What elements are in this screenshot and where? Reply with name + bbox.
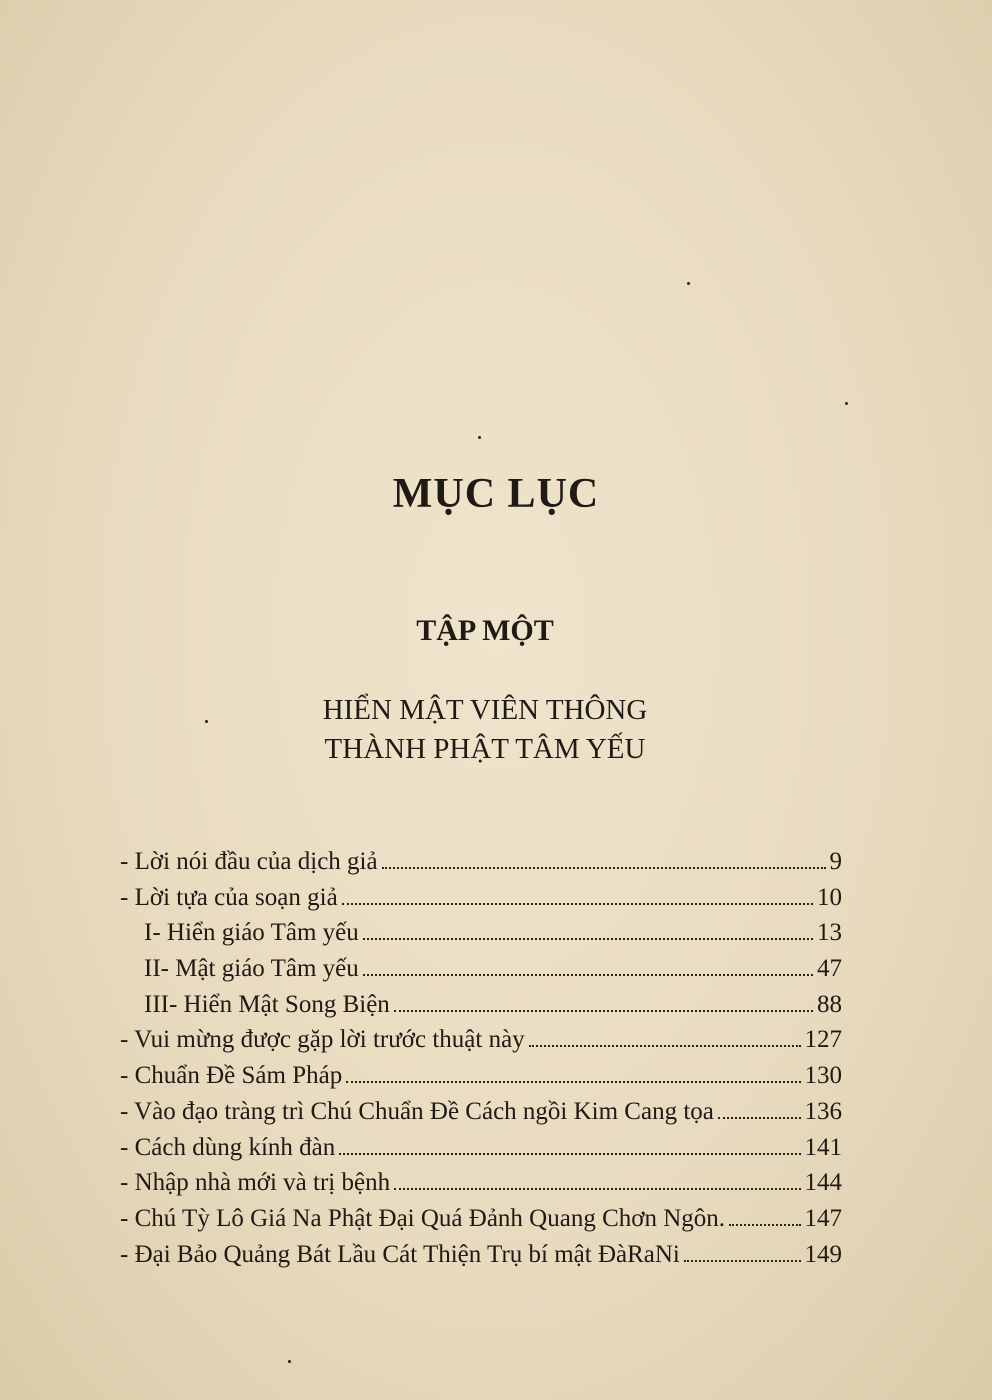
toc-dot-leader (718, 1116, 801, 1119)
toc-entry (120, 1022, 842, 1058)
toc-entry-title: - Vui mừng được gặp lời trước thuật này (120, 1026, 525, 1054)
toc-page-number: 10 (817, 883, 842, 911)
toc-page-number: 136 (804, 1097, 842, 1125)
toc-entry (120, 915, 842, 951)
toc-dot-leader (529, 1044, 801, 1047)
toc-entry (120, 1130, 842, 1166)
toc-entry (120, 880, 842, 916)
toc-entry-title: - Chuẩn Đề Sám Pháp (120, 1062, 343, 1090)
toc-entry (120, 1058, 842, 1094)
toc-dot-leader (382, 866, 826, 869)
volume-heading: TẬP MỘT (416, 614, 554, 647)
toc-page-number: 13 (817, 919, 842, 947)
toc-page-number: 144 (804, 1169, 842, 1197)
toc-dot-leader (339, 1152, 800, 1155)
toc-entry (120, 951, 842, 987)
toc-dot-leader (346, 1080, 800, 1083)
toc-page-number: 130 (804, 1062, 842, 1090)
toc-entry (120, 1165, 842, 1201)
toc-dot-leader (394, 1187, 800, 1190)
toc-entry-title: III- Hiển Mật Song Biện (144, 990, 390, 1018)
toc-page-number: 147 (804, 1204, 842, 1232)
toc-dot-leader (394, 1009, 813, 1012)
toc-entry (120, 1094, 842, 1130)
toc-page-number: 88 (817, 990, 842, 1018)
table-of-contents (120, 844, 842, 1272)
toc-entry-title: - Vào đạo tràng trì Chú Chuẩn Đề Cách ngồi Kim Cang tọa (120, 1097, 714, 1125)
toc-entry (120, 844, 842, 880)
toc-dot-leader (729, 1223, 800, 1226)
toc-entry-title: - Chú Tỳ Lô Giá Na Phật Đại Quá Đảnh Quang Chơn Ngôn. (120, 1204, 726, 1232)
toc-dot-leader (684, 1259, 801, 1262)
toc-entry-title: - Lời tựa của soạn giả (120, 883, 338, 911)
toc-entry (120, 987, 842, 1023)
toc-entry-title: - Đại Bảo Quảng Bát Lầu Cát Thiện Trụ bí mật ĐàRaNi (120, 1240, 680, 1268)
toc-dot-leader (363, 973, 813, 976)
page-title: MỤC LỤC (392, 471, 600, 517)
toc-page-number: 149 (804, 1240, 842, 1268)
subtitle-line-1: HIỂN MẬT VIÊN THÔNG (322, 694, 648, 726)
toc-page-number: 9 (829, 848, 842, 875)
toc-entry-title: II- Mật giáo Tâm yếu (144, 955, 359, 983)
toc-dot-leader (342, 902, 813, 905)
subtitle-line-2: THÀNH PHẬT TÂM YẾU (324, 733, 646, 765)
toc-page-number: 141 (804, 1133, 842, 1161)
toc-page-number: 127 (804, 1026, 842, 1054)
toc-entry-title: I- Hiển giáo Tâm yếu (144, 919, 359, 947)
toc-page-number: 47 (817, 955, 842, 983)
toc-entry-title: - Cách dùng kính đàn (120, 1133, 336, 1161)
toc-entry (120, 1237, 842, 1273)
toc-dot-leader (363, 937, 813, 940)
toc-entry-title: - Nhập nhà mới và trị bệnh (120, 1169, 391, 1197)
toc-entry-title: - Lời nói đầu của dịch giả (120, 848, 378, 875)
toc-entry (120, 1201, 842, 1237)
